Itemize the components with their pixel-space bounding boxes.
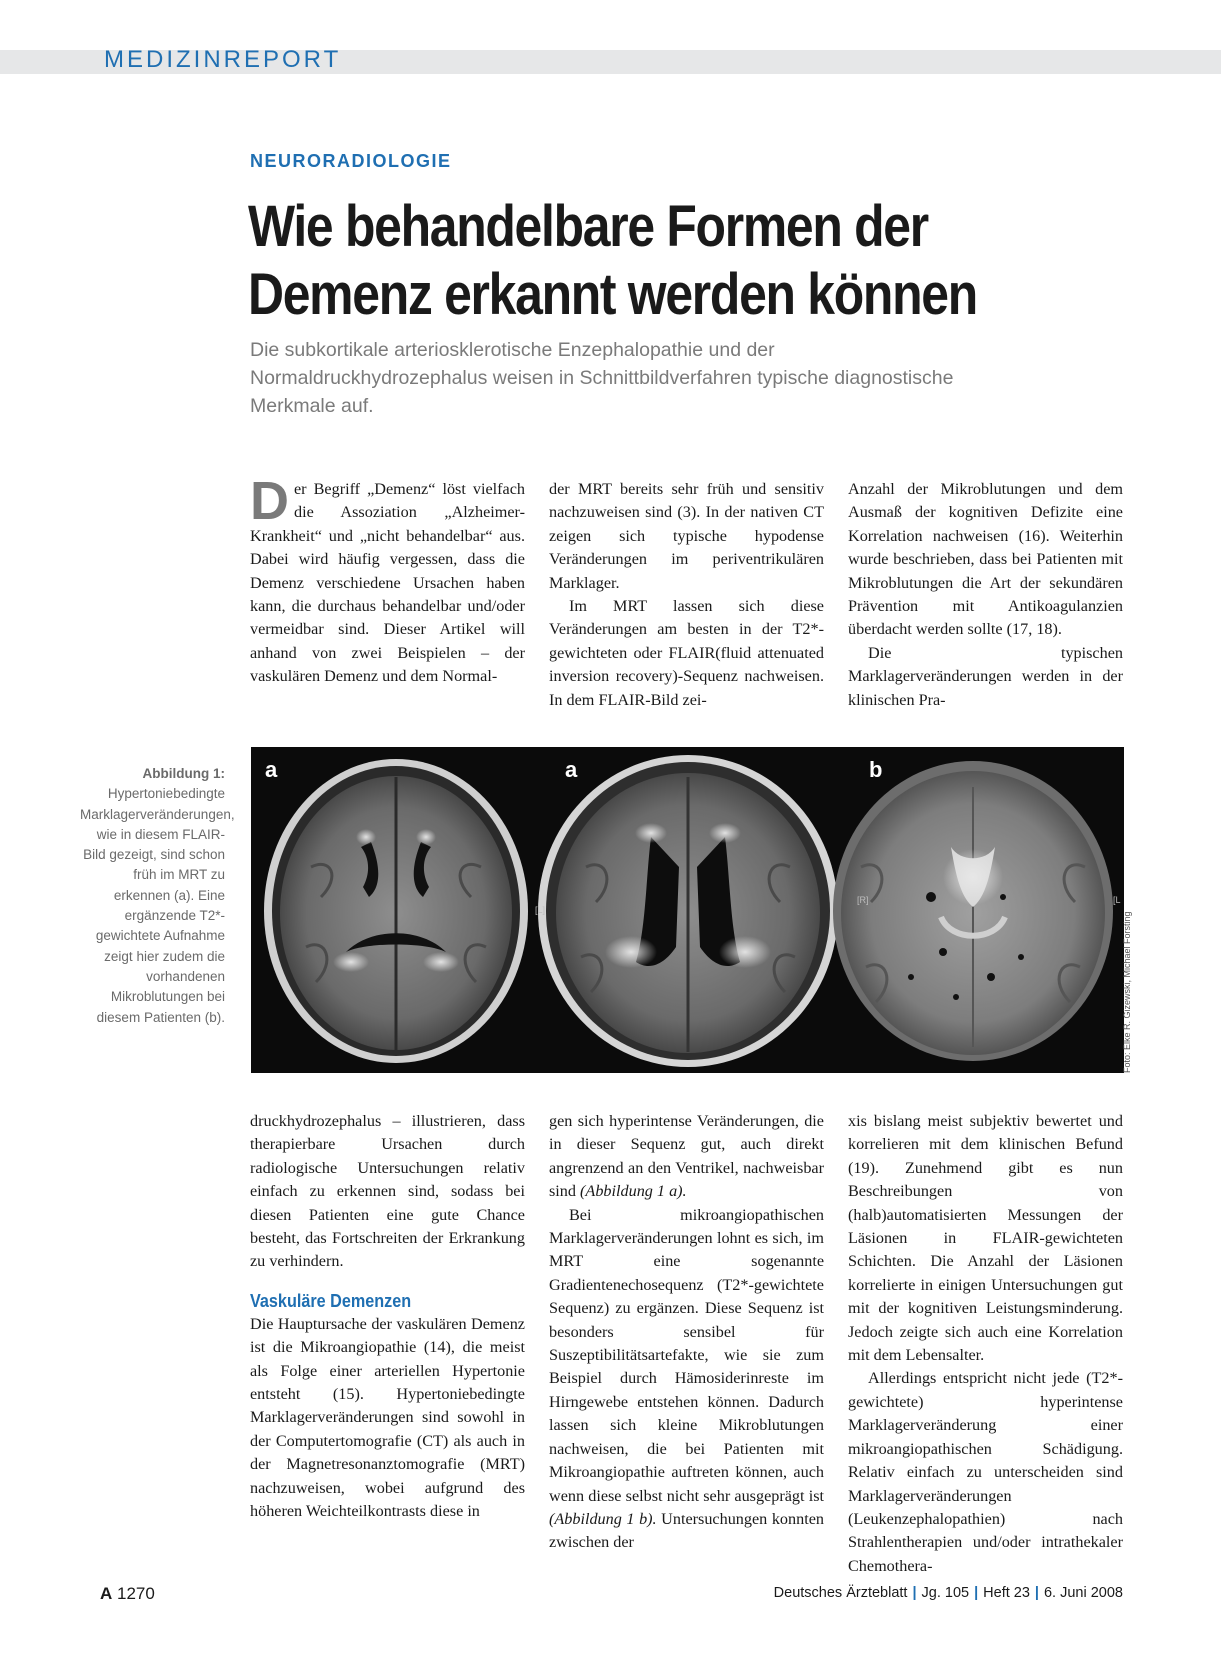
body-column-2 — [549, 1110, 824, 1555]
paragraph — [549, 1110, 824, 1204]
footer-separator: | — [974, 1585, 979, 1601]
section-label: MEDIZINREPORT — [104, 46, 342, 73]
panel-label-2: a — [565, 757, 578, 782]
article-subtitle: Die subkortikale arteriosklerotische Enzephalopathie und der Normaldruckhydrozephalus weisen in Schnittbildverfahren typische diagnostische Merkmale auf. — [250, 339, 954, 417]
footer-separator: | — [912, 1585, 917, 1601]
journal-footer — [774, 1585, 1123, 1601]
paragraph: Die typischen Marklagerveränderungen werden in der klinischen Pra- — [848, 643, 1123, 709]
paragraph-text: Bei mikroangiopathischen Marklagerveränderungen lohnt es sich, im MRT eine sogenannte Gradientenechosequenz (T2*-gewichtete Sequenz) zu ergänzen. Diese Sequenz ist besonders sensibel für Suszeptibilitätsartefakte, wie sie zum Beispiel durch Hämosiderinreste im Hirngewebe entstehen können. Dadurch lassen sich kleine Mikroblutungen nachweisen, die bei Patienten mit Mikroangiopathie auftreten können, auch wenn diese selbst nicht sehr ausgeprägt ist — [549, 1205, 824, 1505]
panel-label-1: a — [265, 757, 278, 782]
paragraph: der MRT bereits sehr früh und sensitiv nachzuweisen sind (3). In der nativen CT zeigen sich typische hypodense Veränderungen im periventrikulären Marklager. — [549, 480, 824, 592]
body-column-3 — [848, 478, 1123, 712]
paragraph: xis bislang meist subjektiv bewertet und korrelieren mit dem klinischen Befund (19). Zunehmend gibt es nun Beschreibungen von (halb)automatisierten Messungen der Läsionen in FLAIR-gewichteten Schichten. Die Anzahl der Läsionen korrelierte in einigen Untersuchungen gut mit der kognitiven Leistungsminderung. Jedoch zeigte sich auch eine Korrelation mit dem Lebensalter. — [848, 1112, 1123, 1365]
body-column-2 — [549, 478, 824, 712]
journal-name: Deutsches Ärzteblatt — [773, 1585, 908, 1601]
journal-date: 6. Juni 2008 — [1043, 1585, 1123, 1601]
paragraph: druckhydrozephalus – illustrieren, dass therapierbare Ursachen durch radiologische Untersuchungen relativ einfach zu erkennen sind, sodass bei diesen Patienten eine gute Chance besteht, das Fortschreiten der Erkrankung zu verhindern. — [250, 1112, 525, 1271]
mri-figure — [251, 747, 1124, 1073]
headline-line-1: Wie behandelbare Formen der — [248, 194, 928, 259]
body-column-1 — [250, 471, 525, 689]
paragraph: Anzahl der Mikroblutungen und dem Ausmaß der kognitiven Defizite eine Korrelation nachweisen (16). Weiterhin wurde beschrieben, dass bei Patienten mit Mikroblutungen die Art der sekundären Prävention mit Antikoagulanzien überdacht werden sollte (17, 18). — [848, 480, 1123, 639]
side-tag-2: [R] — [857, 895, 869, 905]
section-subhead: Vaskuläre Demenzen — [250, 1290, 412, 1311]
body-column-1 — [250, 1110, 525, 1524]
page-number — [100, 1584, 155, 1604]
journal-volume: Jg. 105 — [921, 1585, 970, 1601]
intro-text: er Begriff „Demenz“ löst vielfach die Assoziation „Alzheimer-Krankheit“ und „nicht behandelbar“ aus. Dabei wird häufig vergessen, dass die Demenz verschiedene Ursachen haben kann, die durchaus behandelbar und/oder vermeidbar sind. Dieser Artikel will anhand von zwei Beispielen – der vaskulären Demenz und dem Normal- — [250, 480, 525, 686]
figure-reference: (Abbildung 1 a). — [580, 1182, 687, 1201]
mri-images — [251, 747, 1124, 1073]
mri-panel-3 — [833, 761, 1113, 1061]
panel-label-3: b — [869, 757, 883, 782]
paragraph — [549, 1204, 824, 1555]
paragraph-text: Untersuchungen konnten zwischen der — [549, 1509, 824, 1552]
body-columns-top — [250, 471, 1123, 714]
paragraph-text: gen sich hyperintense Veränderungen, die in dieser Sequenz gut, auch direkt angrenzend an den Ventrikel, nachweisbar sind — [549, 1112, 824, 1201]
intro-paragraph — [250, 471, 525, 689]
figure-reference: (Abbildung 1 b). — [549, 1509, 657, 1528]
side-tag-3: [L — [1113, 895, 1121, 905]
headline-line-2: Demenz erkannt werden können — [248, 262, 977, 327]
mri-panel-2 — [538, 755, 838, 1067]
paragraph: Im MRT lassen sich diese Veränderungen am besten in der T2*-gewichteten oder FLAIR(fluid attenuated inversion recovery)-Sequenz nachweisen. In dem FLAIR-Bild zei- — [549, 597, 824, 709]
photo-credit: Foto: Elke R. Gizewski, Michael Forsting — [1122, 911, 1132, 1073]
article-headline — [248, 193, 1039, 329]
figure-caption — [80, 764, 235, 1028]
journal-issue: Heft 23 — [983, 1585, 1030, 1601]
paragraph: Die Hauptursache der vaskulären Demenz ist die Mikroangiopathie (14), die meist als Folge einer arteriellen Hypertonie entsteht (15). Hypertoniebedingte Marklagerveränderungen sind sowohl in der Computertomografie (CT) als auch in der Magnetresonanztomografie (MRT) nachzuweisen, wobei aufgrund des höheren Weichteilkontrasts diese in — [250, 1314, 525, 1521]
figure-caption-label: Abbildung 1: — [142, 766, 225, 781]
page-prefix: A — [100, 1584, 113, 1603]
body-column-3 — [848, 1110, 1123, 1578]
mri-panel-1 — [264, 759, 528, 1063]
drop-cap: D — [250, 471, 289, 531]
article-kicker: NEURORADIOLOGIE — [250, 151, 452, 171]
page-number-value: 1270 — [117, 1584, 155, 1603]
footer-separator: | — [1034, 1585, 1039, 1601]
paragraph: Allerdings entspricht nicht jede (T2*-gewichtete) hyperintense Marklagerveränderung einer mikroangiopathischen Schädigung. Relativ einfach zu unterscheiden sind Marklagerveränderungen (Leukenzephalopathien) nach Strahlentherapien und/oder intrathekaler Chemothera- — [848, 1369, 1123, 1575]
figure-caption-text: Hypertoniebedingte Marklagerveränderungen, wie in diesem FLAIR-Bild gezeigt, sind schon früh im MRT zu erkennen (a). Eine ergänzende T2*-gewichtete Aufnahme zeigt hier zudem die vorhandenen Mikroblutungen bei diesem Patienten (b). — [80, 786, 235, 1025]
body-columns-bottom — [250, 1110, 1123, 1575]
side-tag-1: [L] — [535, 905, 546, 915]
